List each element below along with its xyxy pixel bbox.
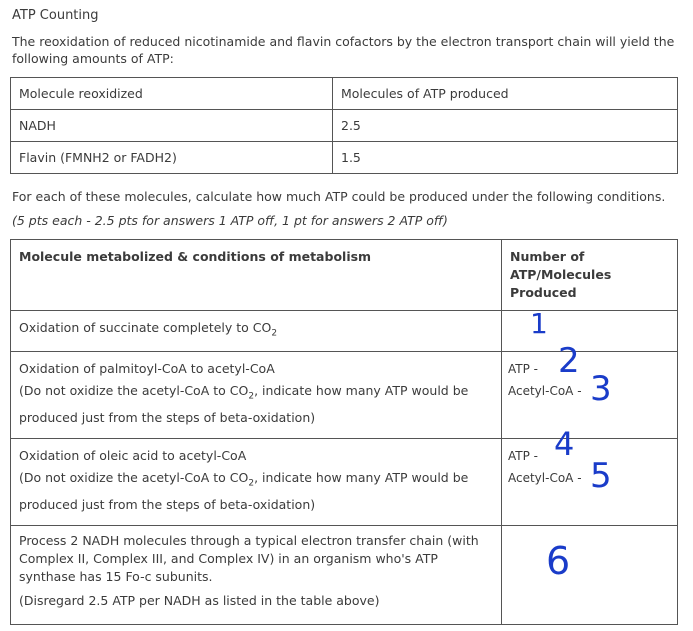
question-cell	[11, 525, 502, 624]
handwritten-answer: 3	[590, 368, 612, 409]
handwritten-answer: 6	[546, 538, 571, 583]
atp-label: ATP -	[508, 361, 538, 376]
table-row	[11, 438, 678, 525]
question-text: Oxidation of succinate completely to CO	[19, 320, 272, 335]
intro-text: The reoxidation of reduced nicotinamide and flavin cofactors by the electron transport chain will yield the following amounts of ATP:	[12, 34, 675, 66]
question-text: Process 2 NADH molecules through a typical electron transfer chain (with Complex II, Complex III, and Complex IV) in an organism who's ATP synthase has 15 Fo-c subunits.	[19, 532, 479, 584]
question-text: Oxidation of oleic acid to acetyl-CoA	[19, 447, 247, 463]
column-header: Number of ATP/Molecules Produced	[502, 240, 678, 311]
question-cell	[11, 311, 502, 352]
table-row	[11, 351, 678, 438]
acetyl-coa-label: Acetyl-CoA -	[508, 470, 582, 485]
question-note: (Disregard 2.5 ATP per NADH as listed in the table above)	[19, 592, 380, 608]
table-row	[11, 240, 678, 311]
column-header: Molecule metabolized & conditions of metabolism	[11, 240, 502, 311]
column-header: Molecule reoxidized	[11, 78, 333, 110]
answer-cell[interactable]	[502, 525, 678, 624]
question-cell	[11, 351, 502, 438]
answer-cell[interactable]	[502, 424, 678, 525]
table-cell: 2.5	[333, 110, 678, 142]
instructions-text: For each of these molecules, calculate how much ATP could be produced under the following conditions.	[12, 189, 666, 204]
handwritten-answer: 2	[558, 340, 580, 381]
points-text: (5 pts each - 2.5 pts for answers 1 ATP off, 1 pt for answers 2 ATP off)	[12, 213, 448, 228]
handwritten-answer: 4	[554, 424, 575, 463]
page-title: ATP Counting	[12, 8, 99, 23]
table-cell: Flavin (FMNH2 or FADH2)	[11, 142, 333, 174]
atp-label: ATP -	[508, 448, 538, 463]
answer-cell[interactable]	[502, 307, 678, 352]
handwritten-answer: 1	[530, 307, 548, 340]
table-row	[11, 142, 678, 174]
acetyl-coa-label: Acetyl-CoA -	[508, 383, 582, 398]
table-cell: 1.5	[333, 142, 678, 174]
question-text: Oxidation of palmitoyl-CoA to acetyl-CoA	[19, 360, 275, 376]
table-cell: NADH	[11, 110, 333, 142]
answer-cell[interactable]	[502, 340, 678, 438]
table-row	[11, 78, 678, 110]
handwritten-answer: 5	[590, 455, 612, 496]
atp-yield-table	[10, 77, 678, 174]
subscript: 2	[271, 328, 278, 339]
table-row	[11, 110, 678, 142]
question-note: (Do not oxidize the acetyl-CoA to $CO_2$, indicate how many ATP would be produced just from the steps of beta-oxidation)	[19, 382, 469, 425]
table-row	[11, 525, 678, 624]
column-header: Molecules of ATP produced	[333, 78, 678, 110]
question-cell	[11, 438, 502, 525]
question-note: (Do not oxidize the acetyl-CoA to $CO_2$, indicate how many ATP would be produced just from the steps of beta-oxidation)	[19, 469, 469, 512]
questions-table	[10, 239, 678, 625]
